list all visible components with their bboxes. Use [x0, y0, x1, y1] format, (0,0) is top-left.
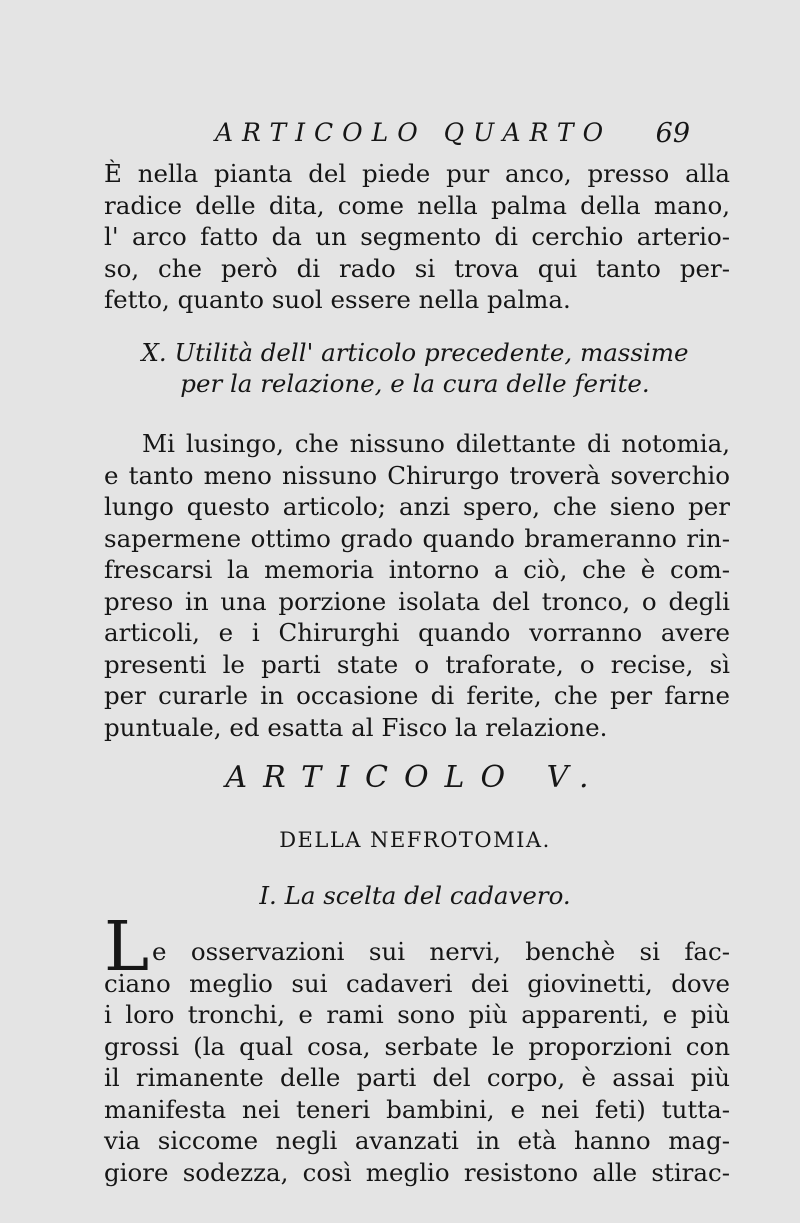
- running-title: ARTICOLO QUARTO: [215, 118, 613, 147]
- text-line: radice delle dita, come nella palma della mano,: [104, 190, 730, 220]
- text-line: l' arco fatto da un segmento di cerchio arterio-: [104, 222, 730, 251]
- text-line: lungo questo articolo; anzi spero, che sieno per: [104, 492, 730, 521]
- section-heading: DELLA NEFROTOMIA.: [279, 828, 551, 852]
- text-line: ciano meglio sui cadaveri dei giovinetti, dove: [104, 968, 730, 998]
- text-line: Mi lusingo, che nissuno dilettante di notomia,: [142, 429, 730, 458]
- drop-cap: L: [104, 908, 150, 987]
- text-line: fetto, quanto suol essere nella palma.: [104, 285, 571, 314]
- page-number: 69: [655, 118, 690, 149]
- paragraph-plantar-arch: [104, 158, 730, 316]
- text-line: frescarsi la memoria intorno a ciò, che è com-: [104, 555, 730, 584]
- text-line: sapermene ottimo grado quando brameranno rin-: [104, 523, 730, 553]
- article-heading: ARTICOLO V.: [225, 760, 605, 795]
- section-x-heading: [100, 337, 730, 399]
- paragraph-utility: [104, 428, 730, 743]
- text-line: presenti le parti state o traforate, o recise, sì: [104, 649, 730, 679]
- text-line: e osservazioni sui nervi, benchè si fac-: [152, 937, 730, 966]
- heading-line: X. Utilità dell' articolo precedente, massime: [141, 338, 689, 367]
- heading-line: per la relazione, e la cura delle ferite.: [180, 369, 650, 398]
- text-line: per curarle in occasione di ferite, che per farne: [104, 681, 730, 710]
- text-line: articoli, e i Chirurghi quando vorranno avere: [104, 618, 730, 647]
- paragraph-nerves: [104, 936, 730, 1188]
- text-line: e tanto meno nissuno Chirurgo troverà soverchio: [104, 460, 730, 490]
- text-line: il rimanente delle parti del corpo, è assai più: [104, 1063, 730, 1092]
- text-line: via siccome negli avanzati in età hanno mag-: [104, 1126, 730, 1155]
- text-line: grossi (la qual cosa, serbate le proporzioni con: [104, 1031, 730, 1061]
- text-line: giore sodezza, così meglio resistono alle stirac-: [104, 1157, 730, 1187]
- running-header: [215, 118, 690, 154]
- text-line: i loro tronchi, e rami sono più apparenti, e più: [104, 1000, 730, 1029]
- text-line: puntuale, ed esatta al Fisco la relazione.: [104, 712, 608, 742]
- text-line: so, che però di rado si trova qui tanto per-: [104, 253, 730, 283]
- text-line: manifesta nei teneri bambini, e nei feti) tutta-: [104, 1094, 730, 1124]
- subsection-heading: I. La scelta del cadavero.: [259, 881, 571, 910]
- text-line: È nella pianta del piede pur anco, presso alla: [104, 159, 730, 188]
- text-line: preso in una porzione isolata del tronco, o degli: [104, 586, 730, 616]
